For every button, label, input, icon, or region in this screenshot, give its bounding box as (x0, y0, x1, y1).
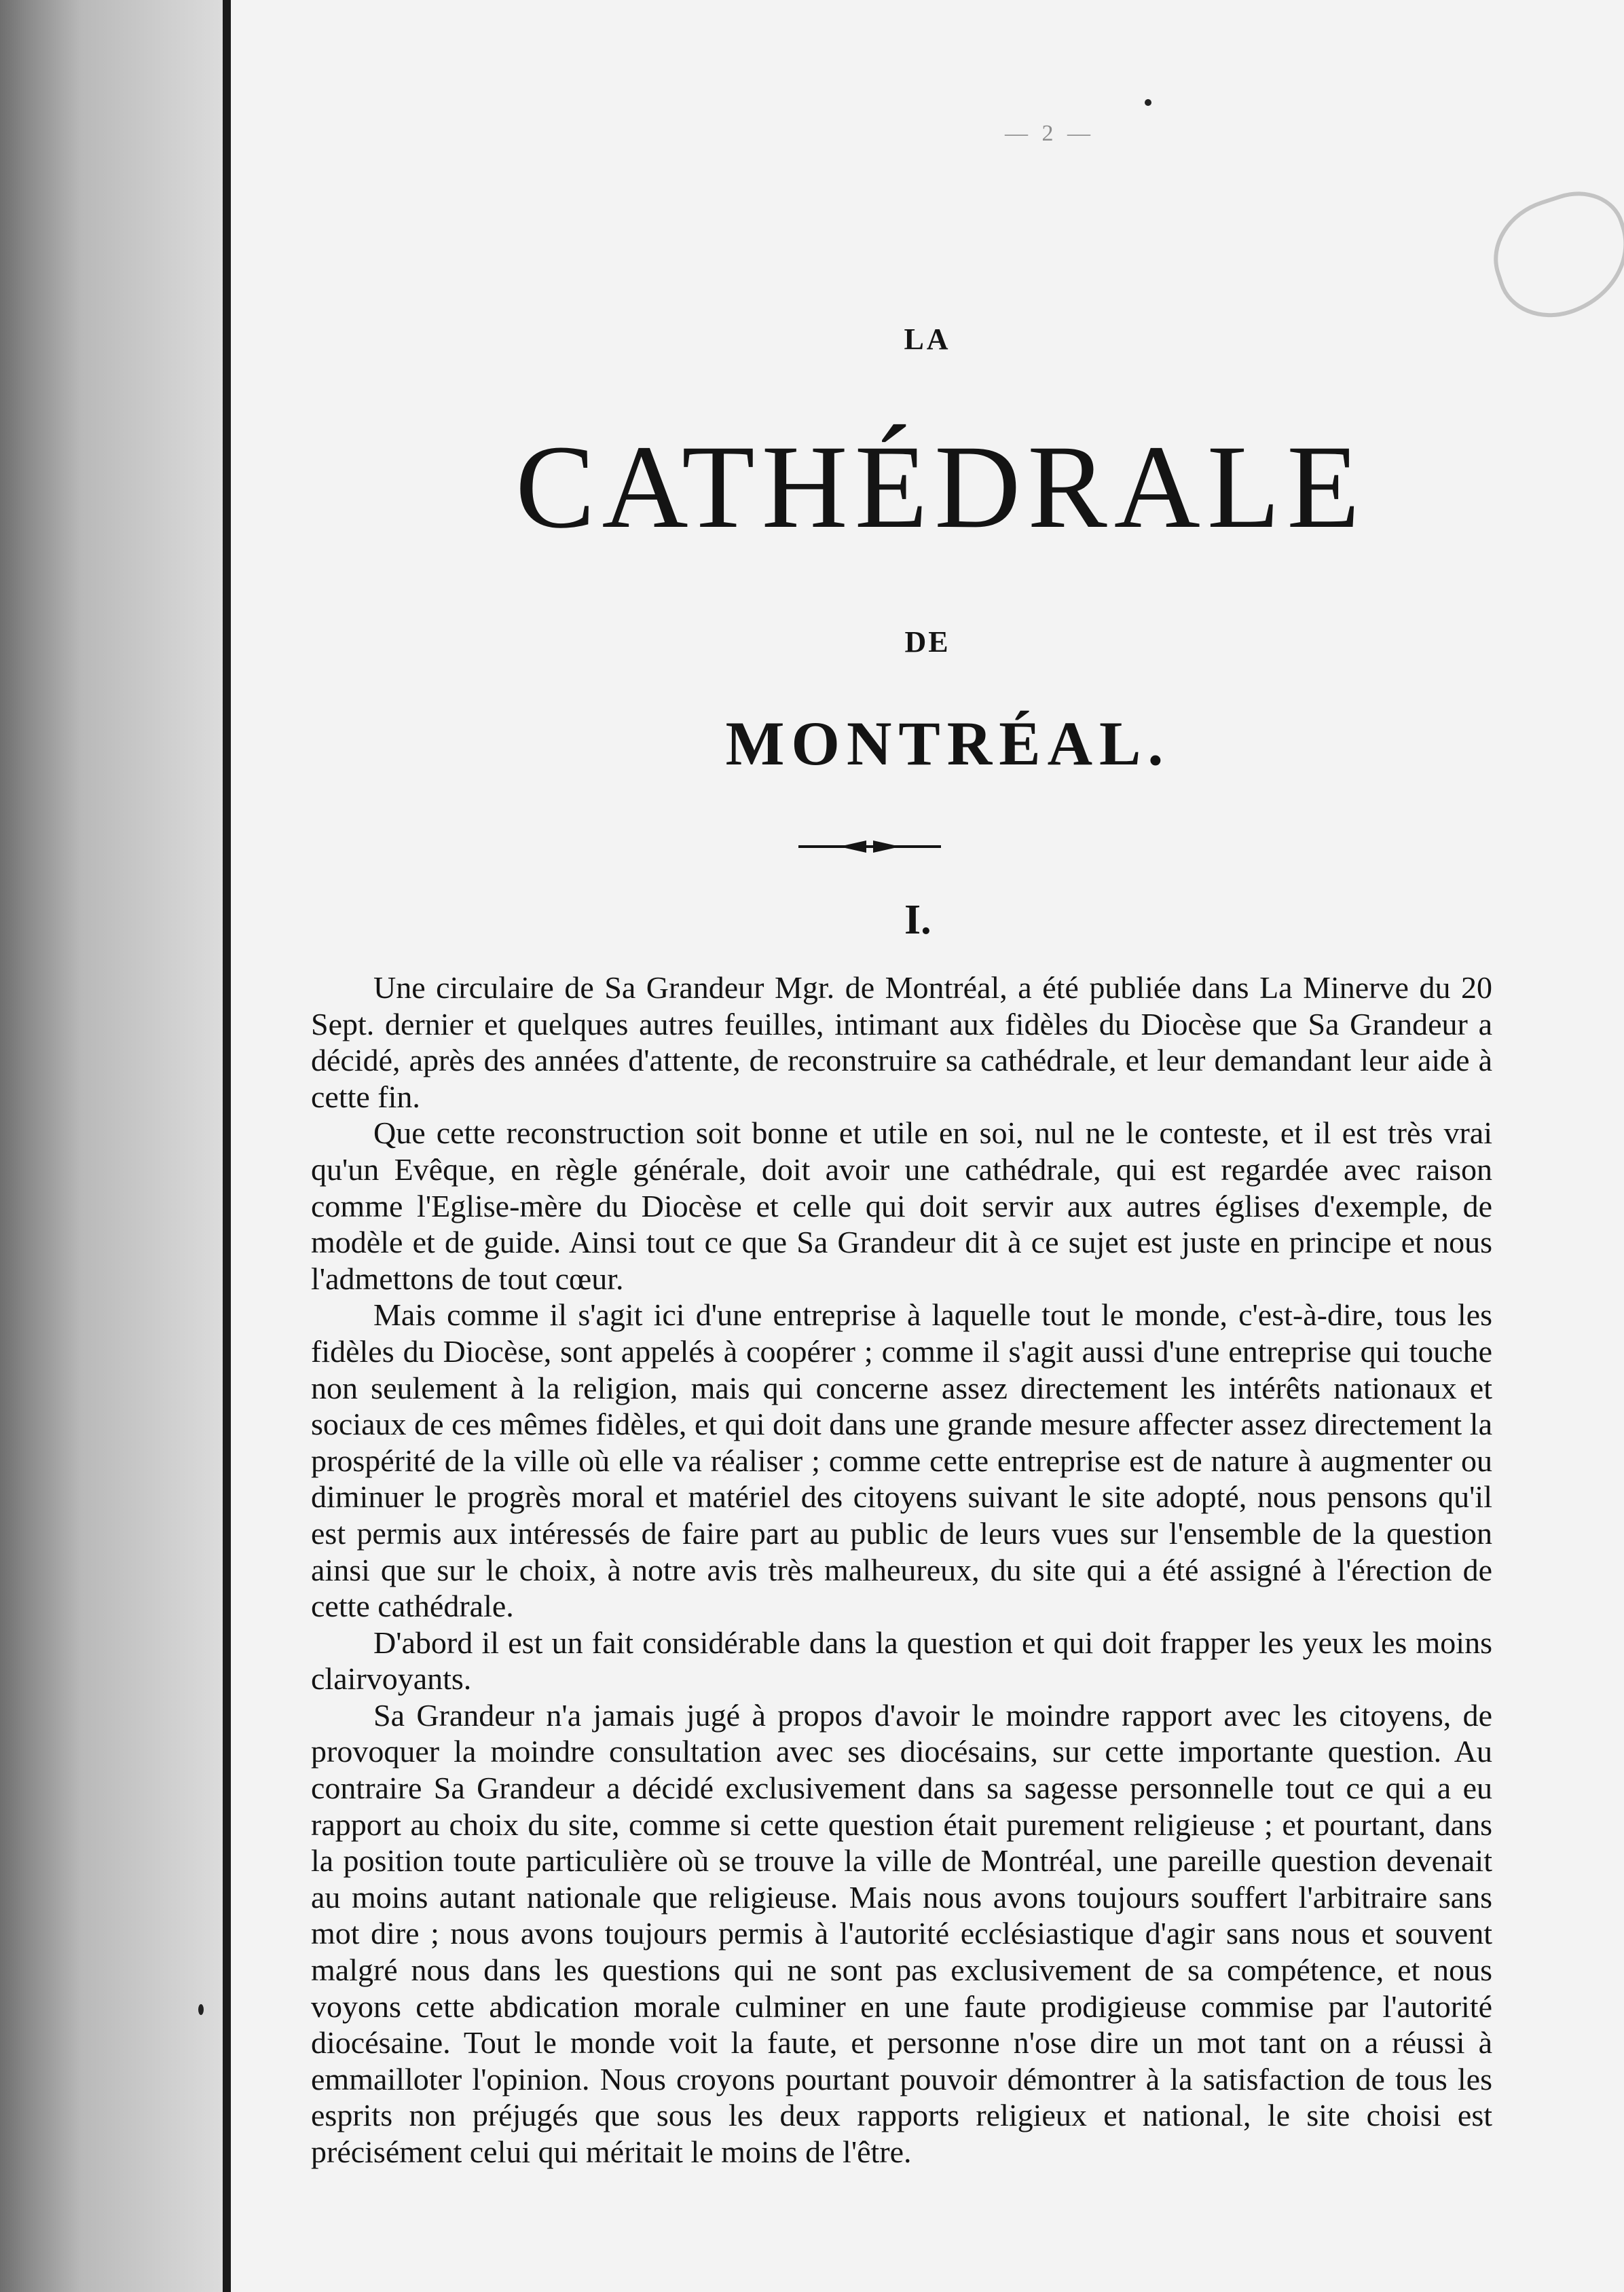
body-text (311, 969, 1492, 2170)
ornament-divider (798, 836, 941, 857)
paragraph: Sa Grandeur n'a jamais jugé à propos d'avoir le moindre rapport avec les citoyens, de provoquer la moindre consultation avec ses diocésains, sur cette importante question. Au contraire Sa Grandeur a décidé exclusivement dans sa sagesse personnelle tout ce qui a eu rapport au choix du site, comme si cette question était purement religieuse ; et pourtant, dans la position toute particulière où se trouve la ville de Montréal, une pareille question devenait au moins autant nationale que religieuse. Mais nous avons toujours souffert l'arbitraire sans mot dire ; nous avons toujours permis à l'autorité ecclésiastique d'agir sans nous et souvent malgré nous dans les questions qui ne sont pas exclusivement de sa compétence, et nous voyons cette abdication morale culminer en une faute prodigieuse commise par l'autorité diocésaine. Tout le monde voit la faute, et personne n'ose dire un mot tant on a réussi à emmailloter l'opinion. Nous croyons pourtant pouvoir démontrer à la satisfaction de tous les esprits non préjugés que sous les deux rapports religieux et national, le site choisi est précisément celui qui méritait le moins de l'être. (311, 1697, 1492, 2169)
title-city: MONTRÉAL. (725, 709, 1170, 778)
paragraph: Mais comme il s'agit ici d'une entreprise à laquelle tout le monde, c'est-à-dire, tous les fidèles du Diocèse, sont appelés à coopérer ; comme il s'agit aussi d'une entreprise qui touche non seulement à la religion, mais qui concerne assez directement les intérêts nationaux et sociaux de ces mêmes fidèles, et qui doit dans une grande mesure affecter assez directement la prospérité de la ville où elle va réaliser ; comme cette entreprise est de nature à augmenter ou diminuer le progrès moral et matériel des citoyens suivant le site adopté, nous pensons qu'il est permis aux intéressés de faire part au public de leurs vues sur l'ensemble de la question ainsi que sur le choix, à notre avis très malheureux, du site qui a été assigné à l'érection de cette cathédrale. (311, 1297, 1492, 1624)
title-article: LA (904, 322, 951, 356)
section-number: I. (904, 897, 931, 943)
ink-speck (198, 2004, 204, 2015)
paragraph: Que cette reconstruction soit bonne et utile en soi, nul ne le conteste, et il est très vrai qu'un Evêque, en règle générale, doit avoir une cathédrale, qui est regardée avec raison comme l'Eglise-mère du Diocèse et celle qui doit servir aux autres églises d'exemple, de modèle et de guide. Ainsi tout ce que Sa Grandeur dit à ce sujet est juste en principe et nous l'admettons de tout cœur. (311, 1115, 1492, 1296)
page-number: — 2 — (1005, 121, 1094, 146)
title-block (231, 306, 1624, 781)
title-main: CATHÉDRALE (515, 421, 1367, 553)
paragraph: Une circulaire de Sa Grandeur Mgr. de Montréal, a été publiée dans La Minerve du 20 Sept. dernier et quelques autres feuilles, intimant aux fidèles du Diocèse que Sa Grandeur a décidé, après des années d'attente, de reconstruire sa cathédrale, et leur demandant leur aide à cette fin. (311, 970, 1492, 1114)
page-edge-rule (223, 0, 231, 2292)
paragraph: D'abord il est un fait considérable dans la question et qui doit frapper les yeux les moins clairvoyants. (311, 1625, 1492, 1697)
title-preposition: DE (904, 625, 951, 659)
ink-speck (1145, 99, 1151, 106)
scan-margin (0, 0, 224, 2292)
